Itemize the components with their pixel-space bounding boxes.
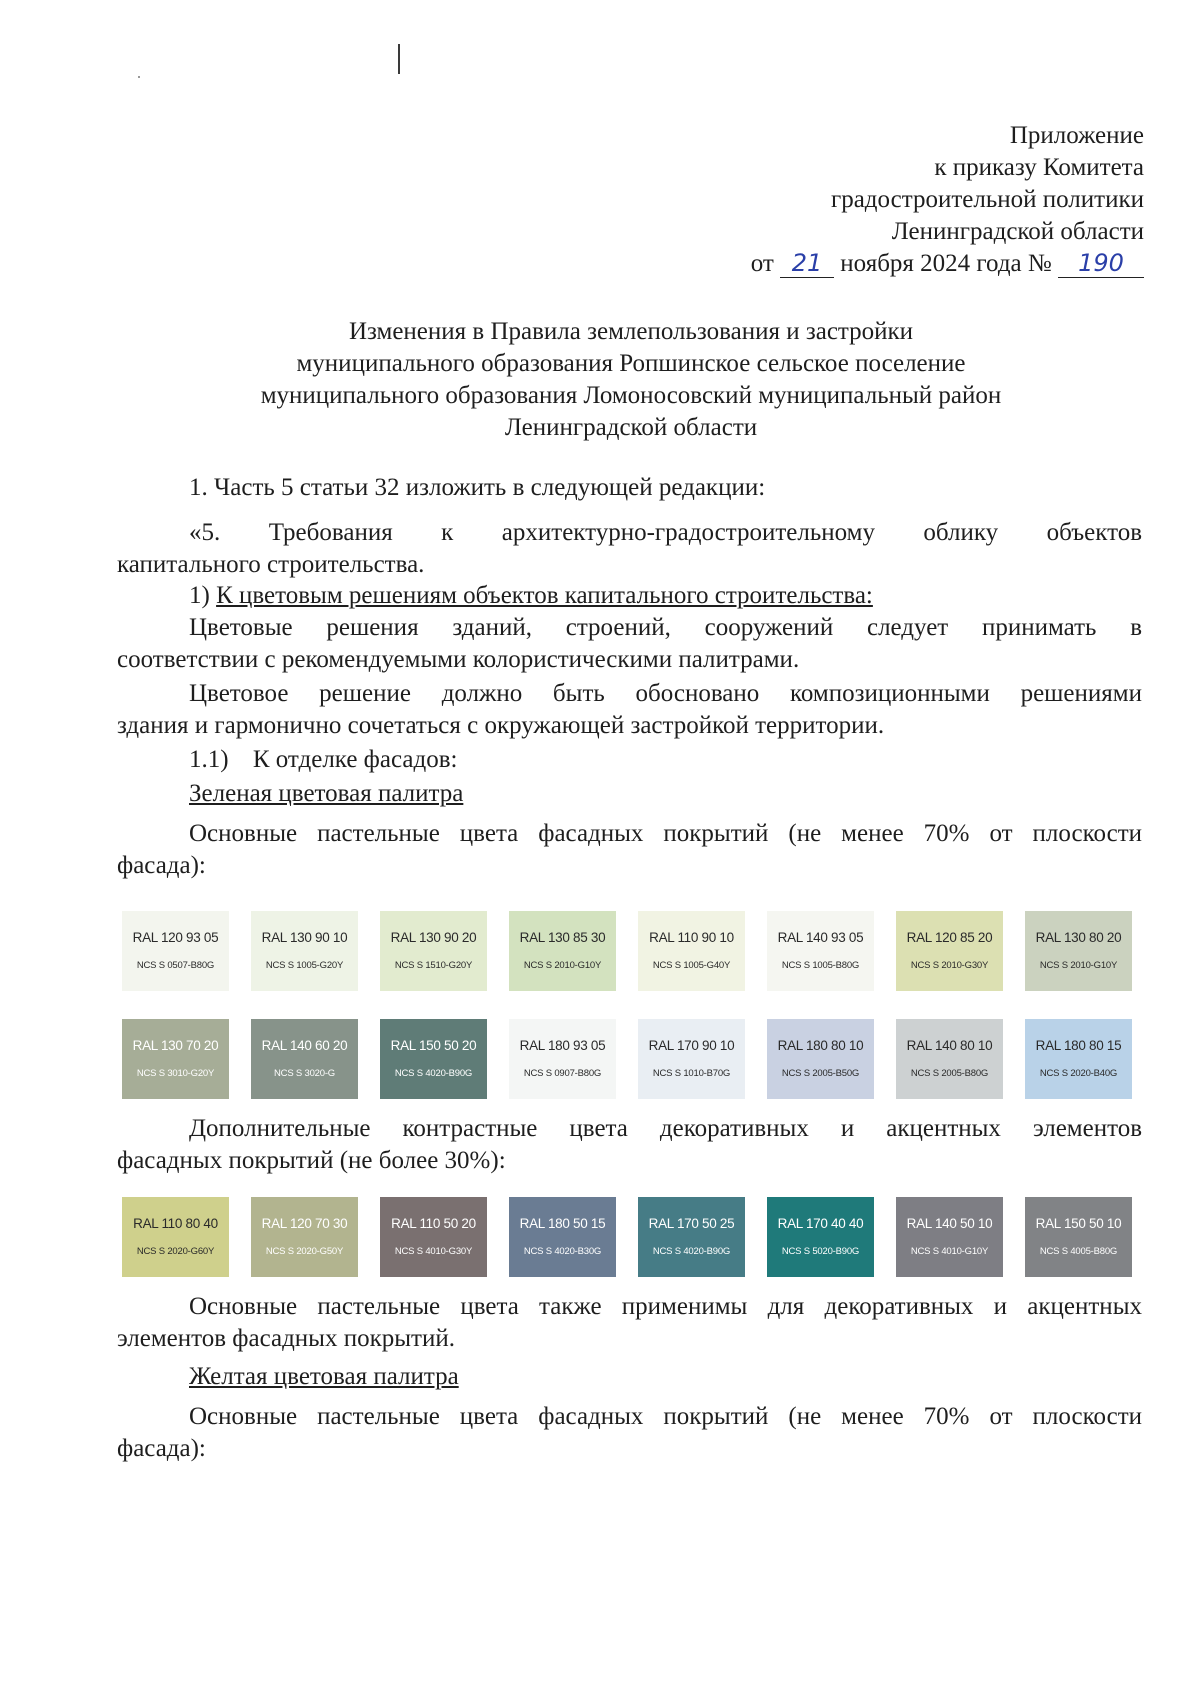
swatch-ncs-code: NCS S 2005-B50G bbox=[781, 1068, 860, 1079]
swatch-ral-code: RAL 140 60 20 bbox=[261, 1038, 348, 1053]
date-prefix: от bbox=[750, 250, 774, 277]
swatch-ncs-code: NCS S 1005-G20Y bbox=[265, 960, 344, 971]
applicable-line-1: Основные пастельные цвета также применимы для декоративных и акцентных bbox=[189, 1293, 1142, 1320]
swatch-ncs-code: NCS S 2020-G60Y bbox=[136, 1246, 215, 1257]
color-swatch bbox=[251, 1197, 358, 1277]
swatch-ral-code: RAL 110 50 20 bbox=[391, 1216, 476, 1231]
swatch-ral-code: RAL 130 70 20 bbox=[132, 1038, 219, 1053]
item-1: 1. Часть 5 статьи 32 изложить в следующей редакции: bbox=[189, 474, 766, 501]
swatch-ral-code: RAL 180 50 15 bbox=[519, 1216, 606, 1231]
color-swatch bbox=[122, 1197, 229, 1277]
paragraph-5-line-1: «5. Требования к архитектурно-градостроительному облику объектов bbox=[189, 519, 1142, 546]
color-swatch bbox=[251, 1019, 358, 1099]
color-swatch bbox=[767, 1197, 874, 1277]
subsection-1-number: 1) bbox=[189, 582, 210, 609]
swatch-ral-code: RAL 130 90 20 bbox=[390, 930, 477, 945]
title-line-1: Изменения в Правила землепользования и застройки bbox=[348, 318, 914, 345]
paragraph-2-line-2: здания и гармонично сочетаться с окружающей застройкой территории. bbox=[117, 712, 885, 739]
swatch-ral-code: RAL 150 50 10 bbox=[1035, 1216, 1122, 1231]
swatch-ral-code: RAL 110 80 40 bbox=[133, 1216, 218, 1231]
main-colors-line-1: Основные пастельные цвета фасадных покрытий (не менее 70% от плоскости bbox=[189, 820, 1142, 847]
swatch-ral-code: RAL 130 85 30 bbox=[519, 930, 606, 945]
color-swatch bbox=[122, 911, 229, 991]
swatch-ral-code: RAL 140 80 10 bbox=[906, 1038, 993, 1053]
swatch-ncs-code: NCS S 4020-B90G bbox=[394, 1068, 473, 1079]
subsection-1-1-number: 1.1) bbox=[189, 746, 229, 773]
color-swatch bbox=[638, 1197, 745, 1277]
title-line-4: Ленинградской области bbox=[504, 414, 758, 441]
swatch-ral-code: RAL 170 90 10 bbox=[648, 1038, 735, 1053]
color-swatch bbox=[896, 911, 1003, 991]
swatch-ncs-code: NCS S 2010-G10Y bbox=[1039, 960, 1118, 971]
color-swatch bbox=[380, 911, 487, 991]
swatch-ral-code: RAL 180 93 05 bbox=[519, 1038, 606, 1053]
swatch-ral-code: RAL 120 70 30 bbox=[261, 1216, 348, 1231]
swatch-ncs-code: NCS S 4010-G10Y bbox=[910, 1246, 989, 1257]
color-swatch bbox=[1025, 1197, 1132, 1277]
approval-line-2: к приказу Комитета bbox=[934, 154, 1144, 181]
yellow-main-line-2: фасада): bbox=[117, 1435, 206, 1462]
date-middle: ноября 2024 года № bbox=[840, 250, 1052, 277]
swatch-ncs-code: NCS S 0907-B80G bbox=[523, 1068, 602, 1079]
swatch-ncs-code: NCS S 2010-G30Y bbox=[910, 960, 989, 971]
approval-line-1: Приложение bbox=[1009, 122, 1144, 149]
extra-colors-line-2: фасадных покрытий (не более 30%): bbox=[117, 1147, 506, 1174]
swatch-ral-code: RAL 180 80 15 bbox=[1035, 1038, 1122, 1053]
approval-line-3: градостроительной политики bbox=[830, 186, 1144, 213]
swatch-ral-code: RAL 110 90 10 bbox=[649, 930, 734, 945]
swatch-ncs-code: NCS S 2005-B80G bbox=[910, 1068, 989, 1079]
swatch-ncs-code: NCS S 4005-B80G bbox=[1039, 1246, 1118, 1257]
color-swatch bbox=[380, 1019, 487, 1099]
document-title bbox=[100, 316, 1162, 444]
title-line-3: муниципального образования Ломоносовский муниципальный район bbox=[260, 382, 1002, 409]
extra-colors-line-1: Дополнительные контрастные цвета декоративных и акцентных элементов bbox=[189, 1115, 1142, 1142]
paragraph-5-line-2: капитального строительства. bbox=[117, 551, 425, 578]
swatch-ral-code: RAL 180 80 10 bbox=[777, 1038, 864, 1053]
color-swatch bbox=[380, 1197, 487, 1277]
paragraph-1-line-1: Цветовые решения зданий, строений, сооружений следует принимать в bbox=[189, 614, 1142, 641]
color-swatch bbox=[1025, 1019, 1132, 1099]
color-swatch bbox=[1025, 911, 1132, 991]
swatch-ral-code: RAL 120 93 05 bbox=[132, 930, 219, 945]
swatch-ncs-code: NCS S 3020-G bbox=[274, 1068, 335, 1079]
swatch-ncs-code: NCS S 3010-G20Y bbox=[136, 1068, 215, 1079]
swatch-ral-code: RAL 130 80 20 bbox=[1035, 930, 1122, 945]
approval-date-line bbox=[584, 248, 1144, 280]
approval-block bbox=[584, 120, 1144, 280]
swatch-ncs-code: NCS S 0507-B80G bbox=[136, 960, 215, 971]
color-swatch bbox=[509, 1197, 616, 1277]
swatch-ral-code: RAL 150 50 20 bbox=[390, 1038, 477, 1053]
color-swatch bbox=[638, 1019, 745, 1099]
swatch-ral-code: RAL 140 93 05 bbox=[777, 930, 864, 945]
swatch-ncs-code: NCS S 1010-B70G bbox=[652, 1068, 731, 1079]
color-swatch bbox=[767, 911, 874, 991]
swatch-ral-code: RAL 170 40 40 bbox=[777, 1216, 864, 1231]
swatch-ncs-code: NCS S 2020-B40G bbox=[1039, 1068, 1118, 1079]
yellow-main-line-1: Основные пастельные цвета фасадных покрытий (не менее 70% от плоскости bbox=[189, 1403, 1142, 1430]
color-swatch bbox=[896, 1019, 1003, 1099]
main-colors-line-2: фасада): bbox=[117, 852, 206, 879]
swatch-ral-code: RAL 120 85 20 bbox=[906, 930, 993, 945]
paragraph-1-line-2: соответствии с рекомендуемыми колористическими палитрами. bbox=[117, 646, 800, 673]
swatch-ncs-code: NCS S 1005-B80G bbox=[781, 960, 860, 971]
subsection-1-1-heading: К отделке фасадов: bbox=[252, 746, 458, 773]
swatch-ncs-code: NCS S 4020-B30G bbox=[523, 1246, 602, 1257]
paragraph-2-line-1: Цветовое решение должно быть обосновано композиционными решениями bbox=[189, 680, 1142, 707]
swatch-ral-code: RAL 130 90 10 bbox=[261, 930, 348, 945]
handwritten-day: 21 bbox=[780, 249, 834, 278]
swatch-row-main-2 bbox=[122, 1019, 1132, 1099]
color-swatch bbox=[767, 1019, 874, 1099]
color-swatch bbox=[509, 1019, 616, 1099]
swatch-ral-code: RAL 170 50 25 bbox=[648, 1216, 735, 1231]
swatch-ral-code: RAL 140 50 10 bbox=[906, 1216, 993, 1231]
green-palette-title: Зеленая цветовая палитра bbox=[189, 780, 464, 807]
swatch-ncs-code: NCS S 1510-G20Y bbox=[394, 960, 473, 971]
color-swatch bbox=[509, 911, 616, 991]
subsection-1-1 bbox=[189, 744, 1089, 776]
approval-line-4: Ленинградской области bbox=[891, 218, 1144, 245]
subsection-1 bbox=[189, 580, 1142, 612]
color-swatch bbox=[896, 1197, 1003, 1277]
swatch-row-extra bbox=[122, 1197, 1132, 1277]
swatch-ncs-code: NCS S 4020-B90G bbox=[652, 1246, 731, 1257]
handwritten-number: 190 bbox=[1058, 249, 1144, 278]
color-swatch bbox=[122, 1019, 229, 1099]
swatch-row-main-1 bbox=[122, 911, 1132, 991]
swatch-ncs-code: NCS S 4010-G30Y bbox=[394, 1246, 473, 1257]
color-swatch bbox=[251, 911, 358, 991]
scan-mark bbox=[398, 44, 400, 74]
subsection-1-heading: К цветовым решениям объектов капитального строительства: bbox=[216, 582, 873, 609]
swatch-ncs-code: NCS S 2010-G10Y bbox=[523, 960, 602, 971]
color-swatch bbox=[638, 911, 745, 991]
swatch-ncs-code: NCS S 5020-B90G bbox=[781, 1246, 860, 1257]
yellow-palette-title: Желтая цветовая палитра bbox=[189, 1363, 459, 1390]
swatch-ncs-code: NCS S 1005-G40Y bbox=[652, 960, 731, 971]
title-line-2: муниципального образования Ропшинское сельское поселение bbox=[296, 350, 966, 377]
scan-dot bbox=[138, 76, 140, 78]
applicable-line-2: элементов фасадных покрытий. bbox=[117, 1325, 455, 1352]
swatch-ncs-code: NCS S 2020-G50Y bbox=[265, 1246, 344, 1257]
